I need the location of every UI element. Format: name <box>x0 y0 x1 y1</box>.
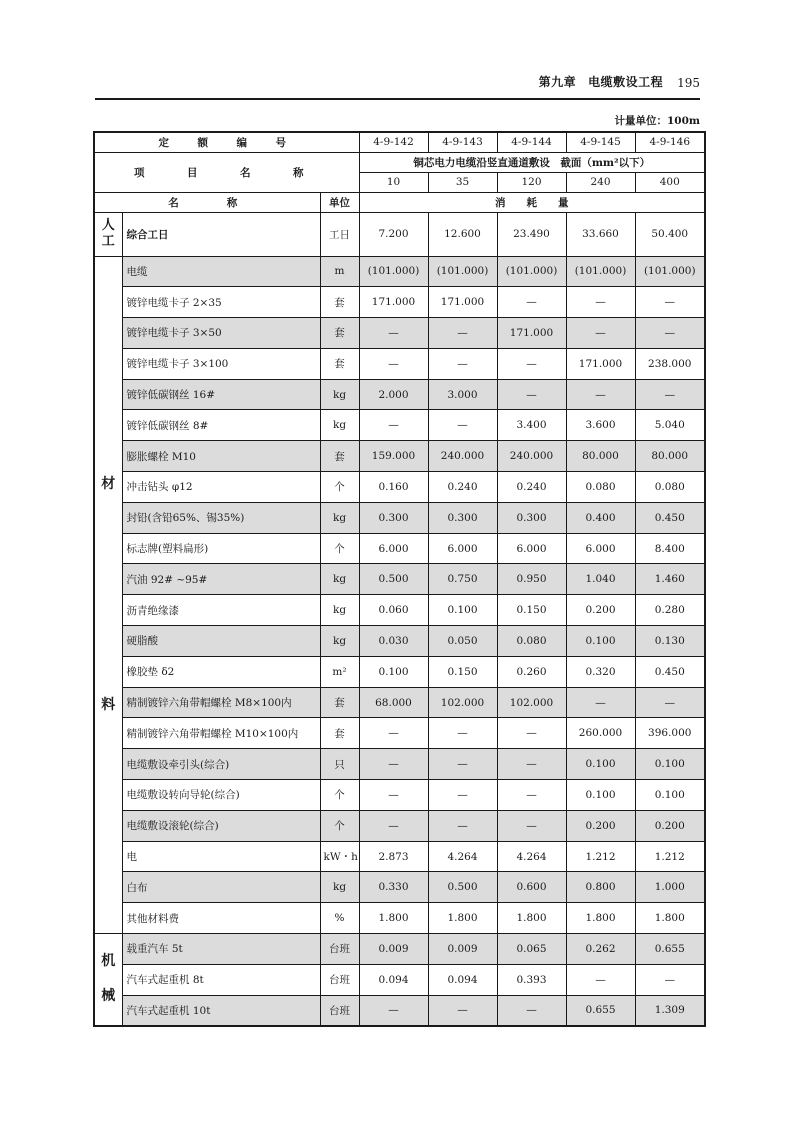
material-row <box>94 379 705 410</box>
material-row <box>94 749 705 780</box>
material-name: 冲击钻头 φ12 <box>122 472 320 503</box>
material-value: — <box>566 287 635 318</box>
code-cell: 4-9-142 <box>359 132 428 152</box>
material-unit: kg <box>320 502 359 533</box>
material-value: 171.000 <box>497 318 566 349</box>
machine-value: — <box>428 995 497 1026</box>
material-value: 80.000 <box>635 441 705 472</box>
size-cell: 10 <box>359 172 428 192</box>
material-value: 396.000 <box>635 718 705 749</box>
material-row <box>94 256 705 287</box>
material-value: (101.000) <box>359 256 428 287</box>
material-value: 0.030 <box>359 626 428 657</box>
machine-name: 汽车式起重机 10t <box>122 995 320 1026</box>
material-name: 镀锌电缆卡子 3×50 <box>122 318 320 349</box>
material-name: 沥青绝缘漆 <box>122 595 320 626</box>
material-value: — <box>359 348 428 379</box>
item-label: 项 目 名 称 <box>94 152 359 192</box>
machine-category-bottom: 械 <box>101 988 116 1005</box>
machine-value: 0.009 <box>428 934 497 965</box>
material-value: 0.060 <box>359 595 428 626</box>
material-value: 171.000 <box>566 348 635 379</box>
quota-table <box>93 131 706 1027</box>
material-name: 汽油 92# ~95# <box>122 564 320 595</box>
material-category-bottom: 料 <box>101 696 116 713</box>
material-value: — <box>635 287 705 318</box>
material-value: — <box>635 318 705 349</box>
material-value: — <box>428 810 497 841</box>
material-unit: kg <box>320 410 359 441</box>
material-unit: 套 <box>320 687 359 718</box>
item-title: 铜芯电力电缆沿竖直通道敷设 截面（mm²以下） <box>359 152 705 172</box>
material-name: 镀锌电缆卡子 3×100 <box>122 348 320 379</box>
machine-value: 1.309 <box>635 995 705 1026</box>
labor-value: 33.660 <box>566 212 635 256</box>
material-value: 0.080 <box>635 472 705 503</box>
material-value: — <box>359 718 428 749</box>
labor-value: 7.200 <box>359 212 428 256</box>
size-cell: 120 <box>497 172 566 192</box>
material-row <box>94 810 705 841</box>
material-name: 橡胶垫 δ2 <box>122 656 320 687</box>
material-value: (101.000) <box>566 256 635 287</box>
material-category <box>94 256 122 934</box>
material-unit: kW・h <box>320 841 359 872</box>
material-value: 5.040 <box>635 410 705 441</box>
material-value: — <box>359 780 428 811</box>
material-row <box>94 287 705 318</box>
labor-row <box>94 212 705 256</box>
material-value: 0.080 <box>566 472 635 503</box>
material-value: 4.264 <box>428 841 497 872</box>
material-value: 0.130 <box>635 626 705 657</box>
machine-value: 0.065 <box>497 934 566 965</box>
material-value: 4.264 <box>497 841 566 872</box>
material-value: 0.600 <box>497 872 566 903</box>
material-value: 1.000 <box>635 872 705 903</box>
material-row <box>94 441 705 472</box>
material-value: — <box>497 749 566 780</box>
material-unit: 套 <box>320 318 359 349</box>
material-name: 电缆 <box>122 256 320 287</box>
material-name: 精制镀锌六角带帽螺栓 M8×100内 <box>122 687 320 718</box>
material-value: 240.000 <box>428 441 497 472</box>
size-cell: 35 <box>428 172 497 192</box>
page-header <box>95 70 700 100</box>
machine-value: — <box>566 964 635 995</box>
machine-value: 0.094 <box>428 964 497 995</box>
material-value: — <box>428 318 497 349</box>
material-value: — <box>497 780 566 811</box>
material-row <box>94 656 705 687</box>
material-name: 标志牌(塑料扁形) <box>122 533 320 564</box>
material-value: 1.212 <box>635 841 705 872</box>
material-value: 0.100 <box>566 780 635 811</box>
material-value: 0.240 <box>428 472 497 503</box>
material-value: 68.000 <box>359 687 428 718</box>
machine-unit: 台班 <box>320 934 359 965</box>
code-cell: 4-9-144 <box>497 132 566 152</box>
material-unit: kg <box>320 872 359 903</box>
page-number: 195 <box>677 76 700 90</box>
material-value: — <box>428 348 497 379</box>
material-value: 0.500 <box>359 564 428 595</box>
material-name: 膨胀螺栓 M10 <box>122 441 320 472</box>
material-value: 0.150 <box>497 595 566 626</box>
material-value: — <box>635 687 705 718</box>
material-value: 1.800 <box>566 903 635 934</box>
material-value: — <box>428 410 497 441</box>
machine-value: — <box>497 995 566 1026</box>
material-value: — <box>428 749 497 780</box>
material-row <box>94 626 705 657</box>
material-value: 6.000 <box>359 533 428 564</box>
chapter-title: 第九章 <box>538 75 577 89</box>
material-unit: % <box>320 903 359 934</box>
labor-value: 12.600 <box>428 212 497 256</box>
material-value: — <box>359 810 428 841</box>
material-value: 0.100 <box>428 595 497 626</box>
material-value: — <box>566 687 635 718</box>
material-unit: 只 <box>320 749 359 780</box>
material-value: 0.160 <box>359 472 428 503</box>
material-value: 0.080 <box>497 626 566 657</box>
material-value: 0.100 <box>359 656 428 687</box>
material-value: 0.500 <box>428 872 497 903</box>
code-row <box>94 132 705 152</box>
material-value: — <box>359 410 428 441</box>
code-cell: 4-9-143 <box>428 132 497 152</box>
material-row <box>94 687 705 718</box>
material-unit: 套 <box>320 718 359 749</box>
material-value: 102.000 <box>497 687 566 718</box>
material-value: 1.212 <box>566 841 635 872</box>
unit-note: 计量单位：100m <box>614 115 700 127</box>
material-name: 镀锌低碳钢丝 16# <box>122 379 320 410</box>
material-unit: kg <box>320 595 359 626</box>
material-value: 1.800 <box>635 903 705 934</box>
material-row <box>94 318 705 349</box>
material-name: 硬脂酸 <box>122 626 320 657</box>
material-unit: 套 <box>320 287 359 318</box>
code-cell: 4-9-146 <box>635 132 705 152</box>
material-value: 0.100 <box>635 749 705 780</box>
machine-category <box>94 934 122 1026</box>
labor-name: 综合工日 <box>122 212 320 256</box>
material-value: 0.300 <box>428 502 497 533</box>
material-value: — <box>428 718 497 749</box>
material-value: 80.000 <box>566 441 635 472</box>
material-name: 封铅(含铅65%、锡35%) <box>122 502 320 533</box>
material-value: 1.460 <box>635 564 705 595</box>
material-unit: kg <box>320 564 359 595</box>
material-value: 0.450 <box>635 656 705 687</box>
machine-value: 0.094 <box>359 964 428 995</box>
material-value: 0.200 <box>635 810 705 841</box>
material-value: 0.280 <box>635 595 705 626</box>
material-value: 0.800 <box>566 872 635 903</box>
material-value: 0.100 <box>566 626 635 657</box>
material-name: 电缆敷设转向导轮(综合) <box>122 780 320 811</box>
material-value: 0.320 <box>566 656 635 687</box>
material-unit: 个 <box>320 472 359 503</box>
material-value: 6.000 <box>428 533 497 564</box>
machine-unit: 台班 <box>320 995 359 1026</box>
material-value: 1.800 <box>428 903 497 934</box>
item-title-row <box>94 152 705 172</box>
material-value: 0.300 <box>359 502 428 533</box>
material-name: 电缆敷设牵引头(综合) <box>122 749 320 780</box>
material-unit: m² <box>320 656 359 687</box>
labor-category: 人工 <box>94 212 122 256</box>
material-row <box>94 502 705 533</box>
machine-value: 0.009 <box>359 934 428 965</box>
machine-name: 汽车式起重机 8t <box>122 964 320 995</box>
material-value: 0.330 <box>359 872 428 903</box>
material-value: 0.200 <box>566 810 635 841</box>
material-value: 102.000 <box>428 687 497 718</box>
unit-column-header: 单位 <box>320 192 359 212</box>
material-value: 0.750 <box>428 564 497 595</box>
machine-row <box>94 934 705 965</box>
material-name: 白布 <box>122 872 320 903</box>
material-unit: 个 <box>320 810 359 841</box>
material-value: 2.873 <box>359 841 428 872</box>
material-value: 3.400 <box>497 410 566 441</box>
name-column-header: 名 称 <box>94 192 320 212</box>
machine-unit: 台班 <box>320 964 359 995</box>
material-value: 0.240 <box>497 472 566 503</box>
machine-value: 0.393 <box>497 964 566 995</box>
material-value: (101.000) <box>635 256 705 287</box>
machine-row <box>94 964 705 995</box>
material-value: 0.150 <box>428 656 497 687</box>
material-value: 171.000 <box>428 287 497 318</box>
material-value: 159.000 <box>359 441 428 472</box>
material-name: 镀锌电缆卡子 2×35 <box>122 287 320 318</box>
material-value: — <box>497 379 566 410</box>
material-row <box>94 872 705 903</box>
material-value: 0.300 <box>497 502 566 533</box>
size-cell: 240 <box>566 172 635 192</box>
material-value: (101.000) <box>428 256 497 287</box>
material-value: 3.600 <box>566 410 635 441</box>
material-value: 0.200 <box>566 595 635 626</box>
material-value: 240.000 <box>497 441 566 472</box>
material-row <box>94 564 705 595</box>
material-value: 8.400 <box>635 533 705 564</box>
material-value: 0.950 <box>497 564 566 595</box>
material-unit: 个 <box>320 533 359 564</box>
material-row <box>94 533 705 564</box>
size-cell: 400 <box>635 172 705 192</box>
material-value: 0.100 <box>635 780 705 811</box>
material-value: — <box>497 718 566 749</box>
material-value: 0.450 <box>635 502 705 533</box>
material-value: — <box>497 348 566 379</box>
material-value: — <box>359 749 428 780</box>
material-row <box>94 841 705 872</box>
column-header-row <box>94 192 705 212</box>
consumption-header: 消 耗 量 <box>359 192 705 212</box>
machine-value: 0.655 <box>635 934 705 965</box>
material-value: — <box>497 287 566 318</box>
material-value: — <box>635 379 705 410</box>
material-value: 2.000 <box>359 379 428 410</box>
labor-value: 23.490 <box>497 212 566 256</box>
material-unit: kg <box>320 379 359 410</box>
material-value: 6.000 <box>566 533 635 564</box>
material-value: 0.400 <box>566 502 635 533</box>
material-name: 镀锌低碳钢丝 8# <box>122 410 320 441</box>
material-unit: 套 <box>320 441 359 472</box>
material-row <box>94 780 705 811</box>
machine-category-top: 机 <box>101 953 116 970</box>
material-value: — <box>359 318 428 349</box>
material-value: — <box>566 379 635 410</box>
machine-value: 0.262 <box>566 934 635 965</box>
machine-value: — <box>635 964 705 995</box>
material-value: 0.260 <box>497 656 566 687</box>
labor-value: 50.400 <box>635 212 705 256</box>
material-row <box>94 348 705 379</box>
material-value: 3.000 <box>428 379 497 410</box>
machine-value: — <box>359 995 428 1026</box>
material-unit: m <box>320 256 359 287</box>
material-value: 0.050 <box>428 626 497 657</box>
material-value: — <box>428 780 497 811</box>
material-value: 171.000 <box>359 287 428 318</box>
material-value: 1.800 <box>359 903 428 934</box>
code-label: 定 额 编 号 <box>94 132 359 152</box>
material-row <box>94 903 705 934</box>
material-row <box>94 595 705 626</box>
material-name: 电缆敷设滚轮(综合) <box>122 810 320 841</box>
material-value: 238.000 <box>635 348 705 379</box>
material-unit: kg <box>320 626 359 657</box>
material-row <box>94 410 705 441</box>
material-value: 260.000 <box>566 718 635 749</box>
machine-value: 0.655 <box>566 995 635 1026</box>
material-name: 其他材料费 <box>122 903 320 934</box>
material-name: 精制镀锌六角带帽螺栓 M10×100内 <box>122 718 320 749</box>
machine-name: 载重汽车 5t <box>122 934 320 965</box>
material-value: 1.040 <box>566 564 635 595</box>
material-category-top: 材 <box>101 475 116 492</box>
material-value: — <box>497 810 566 841</box>
code-cell: 4-9-145 <box>566 132 635 152</box>
machine-row <box>94 995 705 1026</box>
material-value: (101.000) <box>497 256 566 287</box>
material-unit: 个 <box>320 780 359 811</box>
material-row <box>94 718 705 749</box>
section-title: 电缆敷设工程 <box>588 75 664 89</box>
material-name: 电 <box>122 841 320 872</box>
material-value: 6.000 <box>497 533 566 564</box>
material-row <box>94 472 705 503</box>
material-value: — <box>566 318 635 349</box>
material-unit: 套 <box>320 348 359 379</box>
material-value: 0.100 <box>566 749 635 780</box>
labor-unit: 工日 <box>320 212 359 256</box>
material-value: 1.800 <box>497 903 566 934</box>
